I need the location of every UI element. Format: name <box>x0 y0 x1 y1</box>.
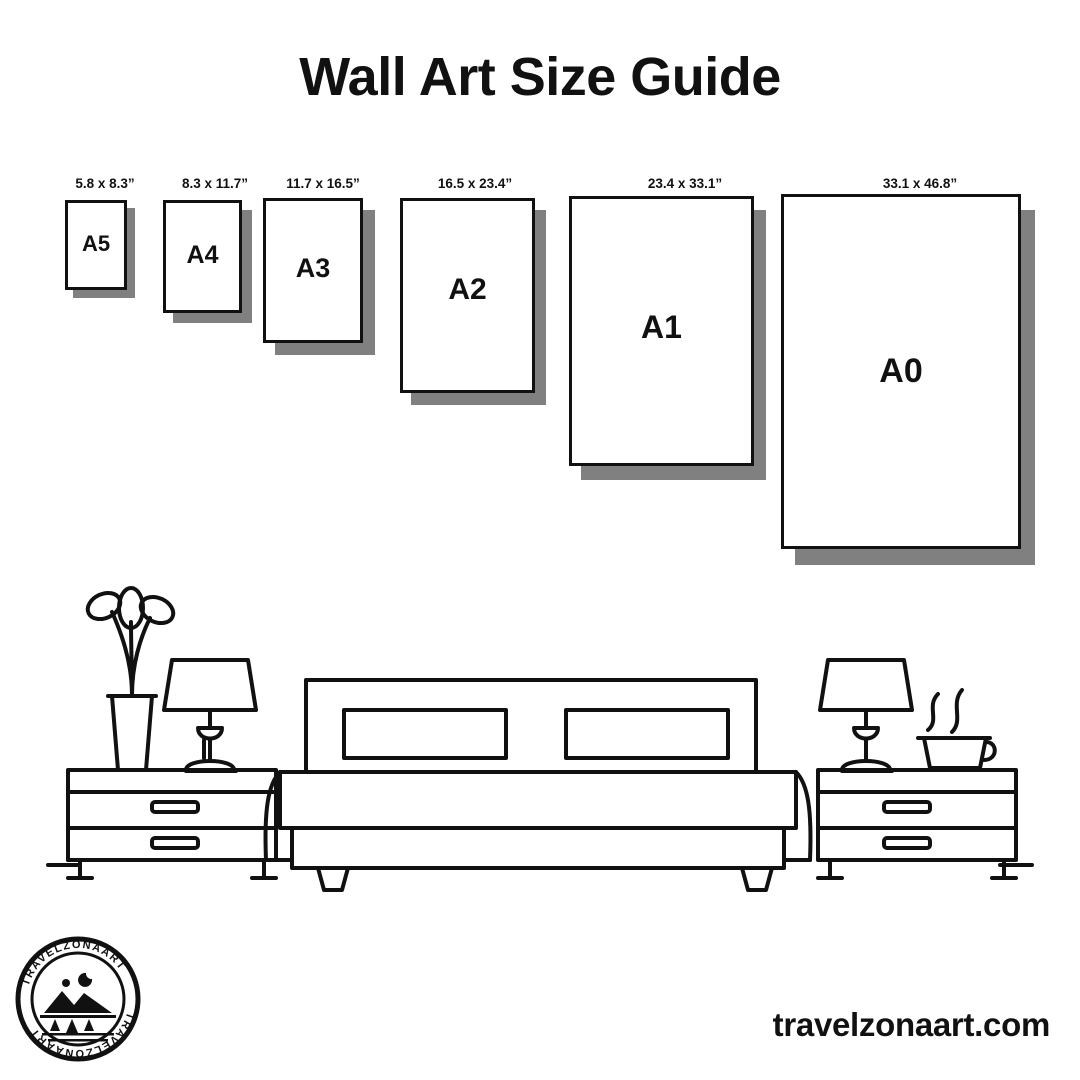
frame-label-a5: A5 <box>81 231 111 256</box>
frame-group-a0[interactable] <box>775 170 1080 590</box>
frame-group-a2[interactable] <box>395 170 580 430</box>
logo-text-top: TRAVELZONAART <box>19 938 129 988</box>
frame-box-a3[interactable] <box>263 198 363 343</box>
right-lamp-icon <box>820 660 912 771</box>
plant-vase-icon <box>84 588 178 770</box>
website-url[interactable]: travelzonaart.com <box>772 1006 1050 1043</box>
mountain-icon <box>40 973 116 1042</box>
frame-dimension-a5: 5.8 x 8.3” <box>75 176 135 191</box>
frame-box-a4[interactable] <box>163 200 242 313</box>
right-nightstand-icon <box>818 770 1016 878</box>
frame-box-a5[interactable] <box>65 200 127 290</box>
frame-dimension-a2: 16.5 x 23.4” <box>437 176 513 191</box>
frame-label-a2: A2 <box>448 273 487 306</box>
brand-logo[interactable] <box>14 935 142 1063</box>
frame-dimension-a4: 8.3 x 11.7” <box>181 176 249 191</box>
coffee-cup-icon <box>918 690 995 768</box>
bed-icon <box>266 680 811 890</box>
frame-size-chart <box>0 170 1080 590</box>
frame-box-a0[interactable] <box>781 194 1021 549</box>
frame-label-a3: A3 <box>295 253 331 283</box>
logo-text-bottom: TRAVELZONAART <box>27 1010 137 1060</box>
frame-group-a1[interactable] <box>565 170 805 510</box>
frame-box-a2[interactable] <box>400 198 535 393</box>
left-nightstand-icon <box>68 770 276 878</box>
frame-label-a1: A1 <box>641 309 682 345</box>
frame-group-a4[interactable] <box>155 170 275 340</box>
frame-dimension-a3: 11.7 x 16.5” <box>286 176 360 191</box>
frame-box-a1[interactable] <box>569 196 754 466</box>
left-lamp-icon <box>164 660 256 771</box>
bedroom-illustration <box>0 560 1080 900</box>
frame-label-a0: A0 <box>879 352 923 390</box>
frame-label-a4: A4 <box>186 241 219 269</box>
frame-dimension-a0: 33.1 x 46.8” <box>882 176 958 191</box>
page-title: Wall Art Size Guide <box>299 47 781 107</box>
frame-group-a5[interactable] <box>55 170 155 310</box>
frame-dimension-a1: 23.4 x 33.1” <box>647 176 723 191</box>
frame-group-a3[interactable] <box>258 170 403 380</box>
